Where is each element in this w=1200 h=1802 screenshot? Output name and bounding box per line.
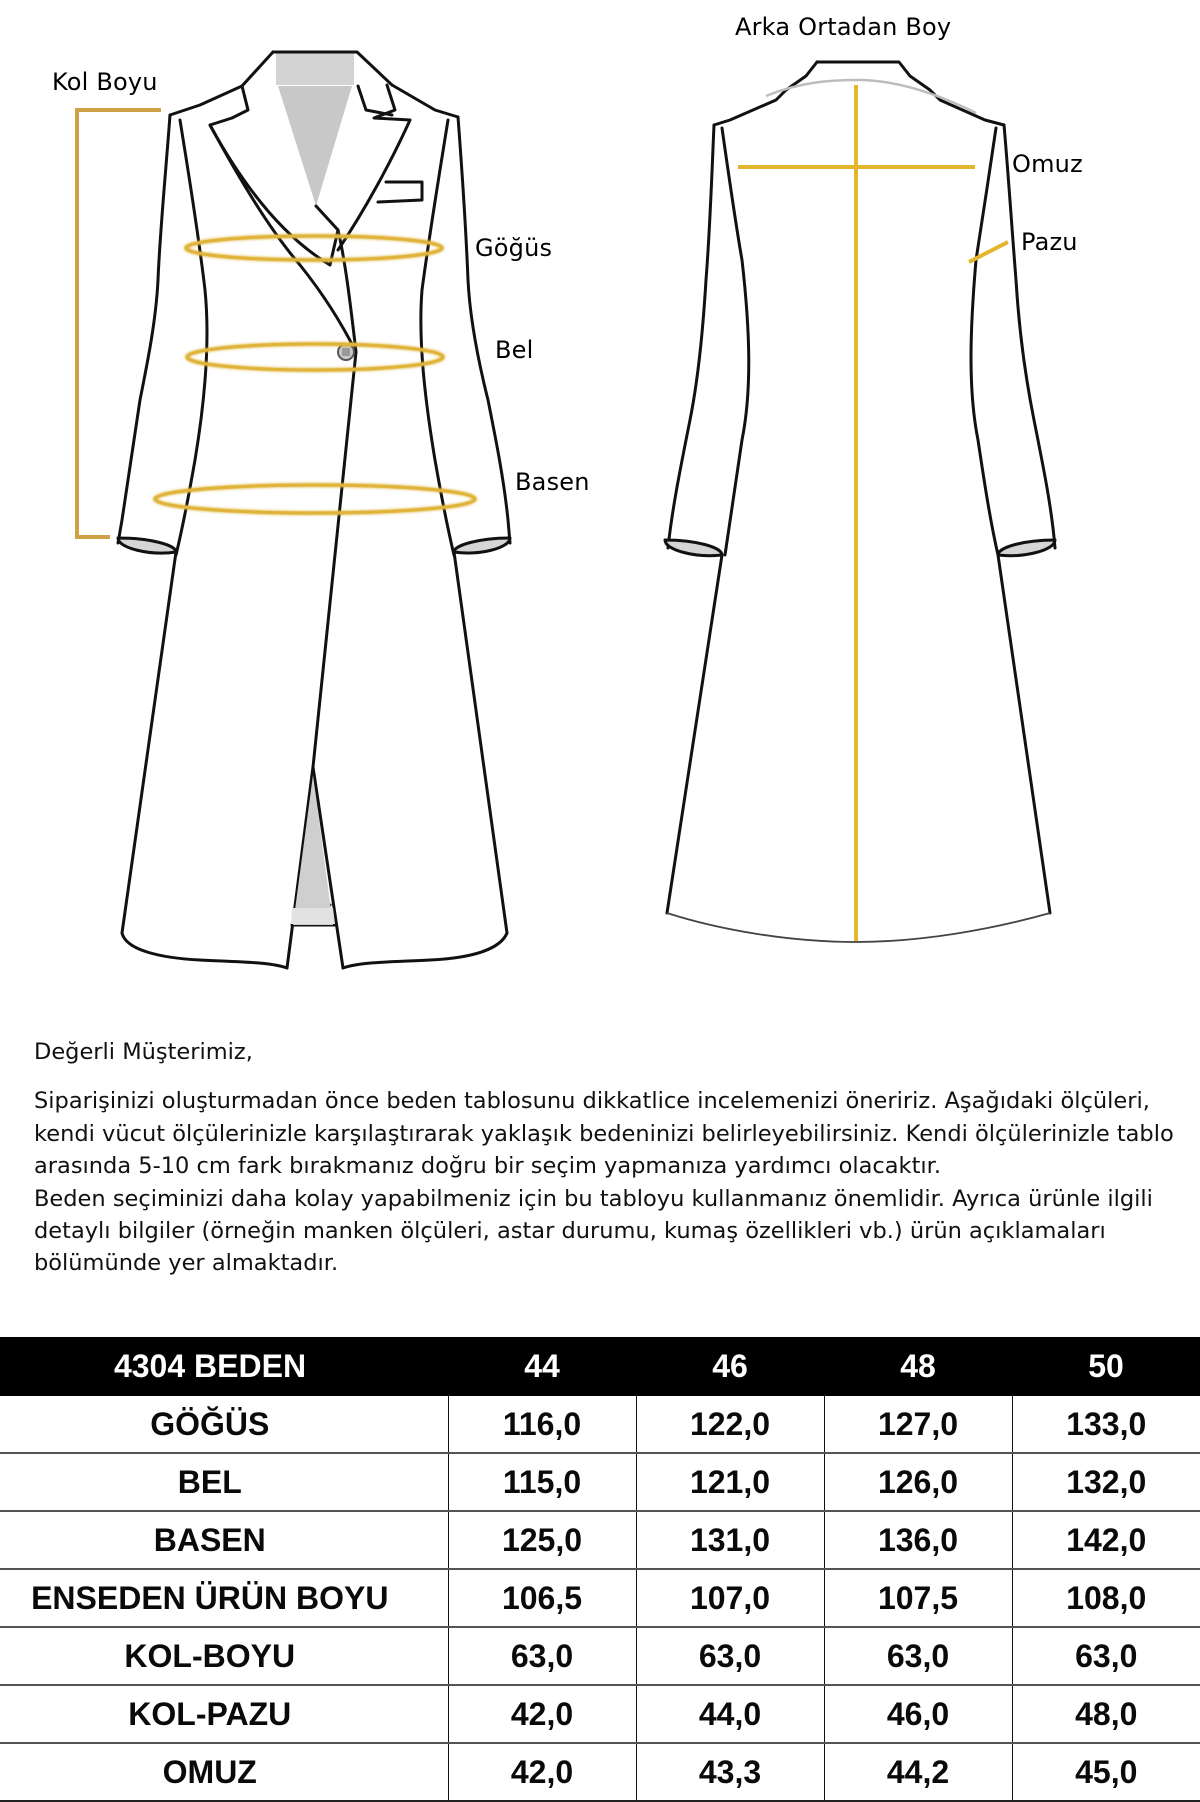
header-model-size: 4304 BEDEN [0, 1337, 448, 1396]
cell-value: 121,0 [636, 1453, 824, 1511]
label-back-center-length: Arka Ortadan Boy [735, 13, 952, 41]
size-chart-table [0, 1337, 1200, 1802]
row-label: OMUZ [0, 1743, 448, 1801]
cell-value: 45,0 [1012, 1743, 1200, 1801]
cell-value: 63,0 [636, 1627, 824, 1685]
label-chest: Göğüs [475, 234, 553, 262]
table-row-sleeve-length [0, 1627, 1200, 1685]
cell-value: 63,0 [448, 1627, 636, 1685]
cell-value: 122,0 [636, 1396, 824, 1453]
cell-value: 107,5 [824, 1569, 1012, 1627]
cell-value: 63,0 [1012, 1627, 1200, 1685]
slit-lining [293, 775, 333, 925]
cell-value: 127,0 [824, 1396, 1012, 1453]
header-size-50: 50 [1012, 1337, 1200, 1396]
cell-value: 46,0 [824, 1685, 1012, 1743]
cell-value: 125,0 [448, 1511, 636, 1569]
table-row-waist [0, 1453, 1200, 1511]
cell-value: 44,0 [636, 1685, 824, 1743]
cell-value: 131,0 [636, 1511, 824, 1569]
row-label: KOL-PAZU [0, 1685, 448, 1743]
bicep-line [969, 242, 1008, 262]
row-label: KOL-BOYU [0, 1627, 448, 1685]
front-measure-lines [77, 110, 475, 537]
cell-value: 126,0 [824, 1453, 1012, 1511]
row-label: GÖĞÜS [0, 1396, 448, 1453]
row-label: ENSEDEN ÜRÜN BOYU [0, 1569, 448, 1627]
label-sleeve-length: Kol Boyu [52, 68, 158, 96]
cell-value: 108,0 [1012, 1569, 1200, 1627]
table-row-chest [0, 1396, 1200, 1453]
back-coat-drawing [665, 62, 1055, 913]
cell-value: 43,3 [636, 1743, 824, 1801]
cell-value: 132,0 [1012, 1453, 1200, 1511]
table-row-hip [0, 1511, 1200, 1569]
label-shoulder: Omuz [1012, 150, 1083, 178]
note-paragraph-1: Siparişinizi oluşturmadan önce beden tablosunu dikkatlice incelemenizi öneririz. Aşağıdaki ölçüleri, kendi vücut ölçülerinizle karşılaştırarak yaklaşık bedeninizi belirleyebilirsiniz. Kendi ölçülerinizle tablo arasında 5-10 cm fark bırakmanız doğru bir seçim yapmanıza yardımcı olacaktır. [34, 1088, 1174, 1180]
header-size-44: 44 [448, 1337, 636, 1396]
cell-value: 42,0 [448, 1685, 636, 1743]
cell-value: 107,0 [636, 1569, 824, 1627]
cell-value: 106,5 [448, 1569, 636, 1627]
cell-value: 115,0 [448, 1453, 636, 1511]
header-size-48: 48 [824, 1337, 1012, 1396]
cell-value: 136,0 [824, 1511, 1012, 1569]
back-neckline [766, 80, 976, 113]
cell-value: 48,0 [1012, 1685, 1200, 1743]
cell-value: 42,0 [448, 1743, 636, 1801]
label-bicep: Pazu [1021, 228, 1078, 256]
label-hip: Basen [515, 468, 590, 496]
label-waist: Bel [495, 336, 534, 364]
table-row-length [0, 1569, 1200, 1627]
table-row-shoulder [0, 1743, 1200, 1801]
header-size-46: 46 [636, 1337, 824, 1396]
cell-value: 63,0 [824, 1627, 1012, 1685]
back-hem [667, 913, 1050, 942]
back-measure-lines [738, 85, 1008, 941]
note-paragraph-2: Beden seçiminizi daha kolay yapabilmeniz için bu tabloyu kullanmanız önemlidir. Ayrıca ürünle ilgili detaylı bilgiler (örneğin manken ölçüleri, astar durumu, kumaş özellikleri vb.) ürün açıklamaları bölümünde yer almaktadır. [34, 1185, 1153, 1277]
cell-value: 44,2 [824, 1743, 1012, 1801]
greeting: Değerli Müşterimiz, [34, 1039, 253, 1065]
row-label: BASEN [0, 1511, 448, 1569]
cell-value: 142,0 [1012, 1511, 1200, 1569]
row-label: BEL [0, 1453, 448, 1511]
table-header-row [0, 1337, 1200, 1396]
cell-value: 133,0 [1012, 1396, 1200, 1453]
sleeve-length-bracket [77, 110, 161, 537]
customer-note [34, 1036, 1174, 1280]
cell-value: 116,0 [448, 1396, 636, 1453]
table-row-bicep [0, 1685, 1200, 1743]
